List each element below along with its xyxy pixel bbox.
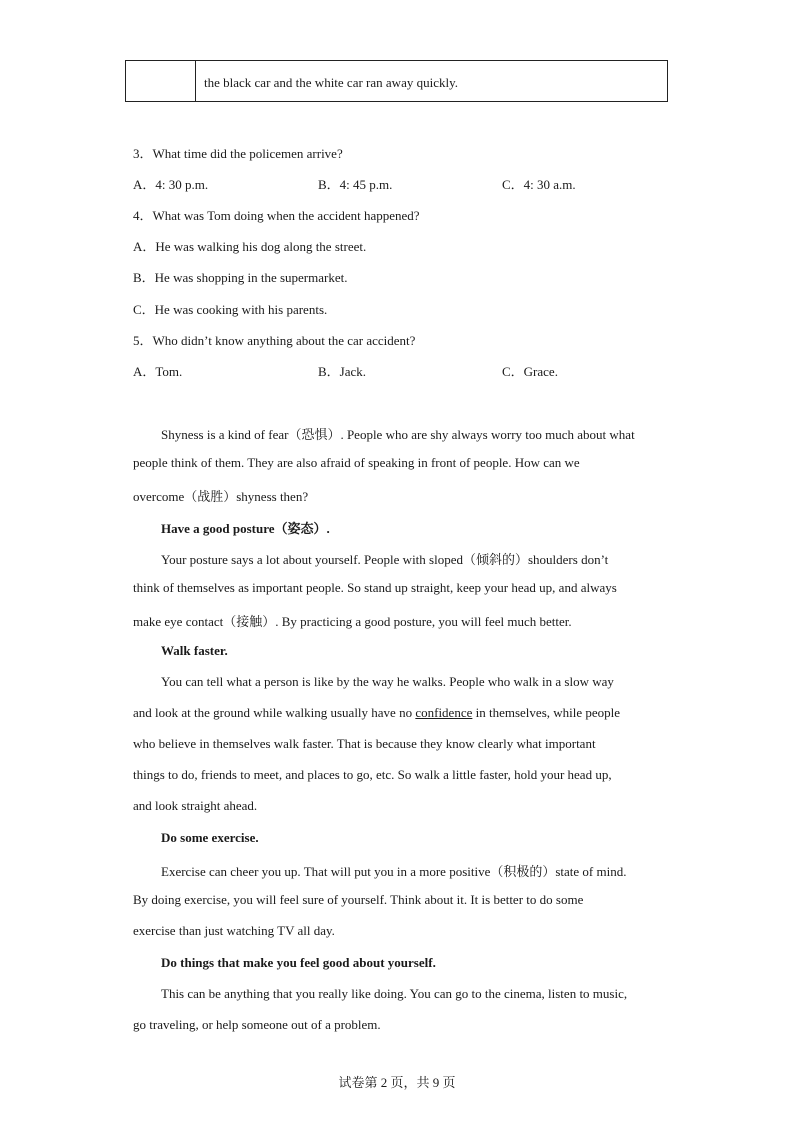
walk-paragraph-line — [133, 705, 620, 721]
exercise-paragraph-line: exercise than just watching TV all day. — [133, 923, 335, 938]
exercise-paragraph-line: Exercise can cheer you up. That will put you in a more positive（积极的）state of mind. — [161, 864, 627, 879]
walk-paragraph-line: who believe in themselves walk faster. That is because they know clearly what important — [133, 736, 596, 751]
answer-table — [125, 60, 668, 102]
underlined-word-confidence: confidence — [415, 705, 473, 720]
posture-paragraph-line: Your posture says a lot about yourself. People with sloped（倾斜的）shoulders don’t — [161, 552, 609, 567]
passage-intro-line: overcome（战胜）shyness then? — [133, 489, 309, 504]
walk-line-text: in themselves, while people — [472, 705, 621, 720]
question-5-option-c: C．Grace. — [502, 364, 558, 379]
question-4-option-b: B．He was shopping in the supermarket. — [133, 270, 348, 285]
passage-intro-line: people think of them. They are also afraid of speaking in front of people. How can we — [133, 455, 580, 470]
section-heading-walk: Walk faster. — [161, 643, 228, 658]
question-4-option-a: A．He was walking his dog along the street. — [133, 239, 367, 254]
feel-good-paragraph-line: This can be anything that you really like doing. You can go to the cinema, listen to music, — [161, 986, 628, 1001]
question-3-option-a: A．4: 30 p.m. — [133, 177, 209, 192]
exercise-paragraph-line: By doing exercise, you will feel sure of yourself. Think about it. It is better to do some — [133, 892, 584, 907]
question-4-option-c: C．He was cooking with his parents. — [133, 302, 328, 317]
walk-paragraph-line: You can tell what a person is like by the way he walks. People who walk in a slow way — [161, 674, 614, 689]
walk-line-text: and look at the ground while walking usually have no — [133, 705, 416, 720]
section-heading-posture: Have a good posture（姿态）. — [161, 521, 330, 536]
question-5-option-b: B．Jack. — [318, 364, 367, 379]
posture-paragraph-line: make eye contact（接触）. By practicing a good posture, you will feel much better. — [133, 614, 572, 629]
table-cell-text: the black car and the white car ran away quickly. — [204, 75, 458, 90]
walk-paragraph-line: and look straight ahead. — [133, 798, 258, 813]
question-5-option-a: A．Tom. — [133, 364, 183, 379]
feel-good-paragraph-line: go traveling, or help someone out of a problem. — [133, 1017, 381, 1032]
question-4-stem: 4．What was Tom doing when the accident happened? — [133, 208, 420, 223]
question-3-option-c: C．4: 30 a.m. — [502, 177, 576, 192]
table-column-divider — [195, 61, 196, 101]
page-footer: 试卷第 2 页，共 9 页 — [338, 1075, 456, 1090]
walk-paragraph-line: things to do, friends to meet, and places to go, etc. So walk a little faster, hold your head up, — [133, 767, 612, 782]
question-5-stem: 5．Who didn’t know anything about the car accident? — [133, 333, 416, 348]
passage-intro-line: Shyness is a kind of fear（恐惧）. People who are shy always worry too much about what — [161, 427, 635, 442]
section-heading-exercise: Do some exercise. — [161, 830, 259, 845]
posture-paragraph-line: think of themselves as important people. So stand up straight, keep your head up, and always — [133, 580, 617, 595]
question-3-stem: 3．What time did the policemen arrive? — [133, 146, 343, 161]
question-3-option-b: B．4: 45 p.m. — [318, 177, 393, 192]
section-heading-feel-good: Do things that make you feel good about yourself. — [161, 955, 436, 970]
